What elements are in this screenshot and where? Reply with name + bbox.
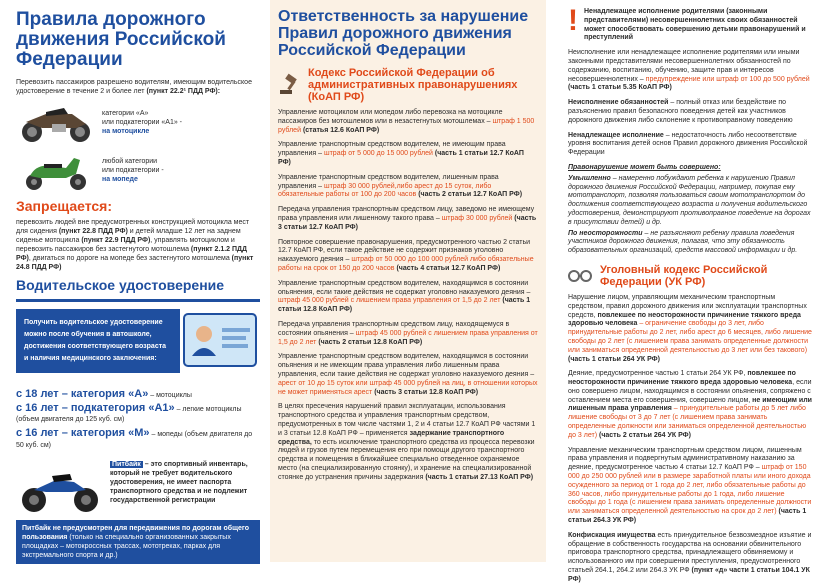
koap-p5: Повторное совершение правонарушения, предусмотренного частью 2 статьи 12.7 КоАП РФ, если такое действие не содержит признаков уголовно наказуемого деяния – штраф от 50 000 до 100 000 рублей либо обязательные работы на срок от 150 до 200 часов (часть 4 статьи 12.7 КоАП РФ): [278, 238, 534, 272]
koap-p7: Передача управления транспортным средством лицу, находящемуся в состоянии опьянения – штраф 45 000 рублей с лишением права управления от 1,5 до 2 лет (часть 2 статьи 12.8 КоАП РФ): [278, 320, 538, 346]
koap-p1: Управление мотоциклом или мопедом либо перевозка на мотоцикле пассажиров без мотошлемов или в незастегнутых мотошлемах – штраф 1 500 рублей (статья 12.6 КоАП РФ): [278, 109, 535, 134]
column-rules: [0, 0, 268, 562]
koap-p4: Передача управления транспортным средством лицу, заведомо не имеющему права управления или лишенному такого права – штраф 30 000 рублей (часть 3 статьи 12.7 КоАП РФ): [278, 206, 537, 231]
column-liability: [270, 0, 546, 562]
moped-text: любой категории или подкатегории - на мопеде: [102, 157, 164, 183]
intro-text: Перевозить пассажиров разрешено водителям, имеющим водительское удостоверение в течение 2 и более лет (пункт 22.2¹ ПДД РФ):: [16, 79, 252, 95]
moped-row: [16, 148, 260, 192]
cat-a1: с 16 лет – подкатегория «А1» – легкие мотоциклы: [16, 402, 242, 414]
parents-p5: По неосторожности – не разъясняют ребенку правила поведения участников дорожного движения, полагая, что эту обязанность образовательных организаций, средств массовой информации и др.: [568, 229, 798, 255]
koap-p2: Управление транспортным средством водителем, не имеющим права управления – штраф от 5 000 до 15 000 рублей (часть 1 статьи 12.7 КоАП РФ): [278, 141, 524, 166]
pitbike-bar: Питбайк не предусмотрен для передвижения по дорогам общего пользования (только на специально организованных закрытых площадках – мотокроссных трассах, мототреках, парках для экстремального спорта и др.): [16, 520, 260, 564]
license-divider: [16, 299, 260, 302]
forbidden-text: перевозить людей вне предусмотренных конструкцией мотоцикла мест для сидения (пункт 22.8 ПДД РФ) и детей младше 12 лет на заднем сиденье мотоцикла (пункт 22.9 ПДД РФ), управлять мотоциклом и перевозить пассажиров без застегнутого мотошлема (пункт 2.1.2 ПДД РФ), двигаться по дороге на мопеде без застегнутого мотошлема (пункт 24.8 ПДД РФ): [16, 219, 254, 271]
cat-a1-sub: (объем двигателя до 125 куб. см): [16, 416, 125, 423]
license-bar: Получить водительское удостоверение можно после обучения в автошколе, достижения соответствующего возраста и наличия медицинского заключения:: [16, 309, 180, 373]
gavel-icon: [278, 74, 300, 96]
parents-p2: Неисполнение обязанностей – полный отказ или бездействие по разъяснению правил безопасного поведения детей как участников дорожного движения либо склонение к противоправному поведению: [568, 99, 793, 124]
pitbike-text: Питбайк – это спортивный инвентарь, который не требует водительского удостоверения, не имеет паспорта транспортного средства и не подлежит государственной регистрации: [110, 461, 248, 504]
koap-p9: В целях пресечения нарушений правил эксплуатации, использования транспортного средства и управления транспортным средством, предусмотренных в том числе частями 1, 2 и 4 статьи 12.7 КоАП РФ частями 1 и 3 статьи 12.8 КоАП РФ – применяется задержание транспортного средства, то есть исключение транспортного средства из процесса перевозки людей и грузов путем перемещения его при помощи другого транспортного средства и помещения в ближайшее специально отведенное охраняемое место (на специализированную стоянку), и хранение на специализированной стоянке до устранения причины задержания (часть 1 статьи 27.13 КоАП РФ): [278, 403, 536, 481]
uk-p6: Нарушение лицом, управляющим механическим транспортным средством, правил дорожного движения или эксплуатации транспортных средств, повлекшее по неосторожности причинение тяжкого вреда здоровью человека – ограничение свободы до 3 лет, либо принудительные работы до 2 лет, либо арест до 6 месяцев, либо лишение свободы до 2 лет (с лишением права занимать определенные должности или заниматься определенной деятельностью до 3 лет или без такового) (часть 1 статьи 264 УК РФ): [568, 293, 812, 363]
exclamation-icon: !: [568, 4, 578, 37]
koap-p6: Управление транспортным средством водителем, находящимся в состоянии опьянения, если такие действия не содержат уголовно наказуемого деяния – штраф 45 000 рублей с лишением права управления от 1,5 до 2 лет (часть 1 статьи 12.8 КоАП РФ): [278, 279, 531, 314]
parents-p4-title: Правонарушение может быть совершено:: [568, 163, 721, 171]
uk-p9: Конфискация имущества есть принудительное безвозмездное изъятие и обращение в собственность государства на основании обвинительного приговора транспортного средства, принадлежащего обвиняемому и использованного им при совершении преступления, предусмотренного статьей 264.1, 264.2 или 264.3 УК РФ (пункт «д» части 1 статьи 104.1 УК РФ): [568, 531, 812, 583]
koap-p3: Управление транспортным средством водителем, лишенным права управления – штраф 30 000 рублей,либо арест до 15 суток, либо обязательные работы от 100 до 200 часов (часть 2 статьи 12.7 КоАП РФ): [278, 173, 523, 199]
cat-a: с 18 лет – категория «А» – мотоциклы: [16, 388, 192, 400]
liability-title: Ответственность за нарушение Правил дорожного движения Российской Федерации: [278, 8, 529, 59]
koap-p8: Управление транспортным средством водителем, находящимся в состоянии опьянения и не имеющим права управления либо лишенным права управления, если такие действия не содержат уголовно наказуемого деяния – арест от 10 до 15 суток или штраф 45 000 рублей на лиц, в отношении которых не может применяться арест (часть 3 статьи 12.8 КоАП РФ): [278, 353, 538, 396]
parents-p3: Ненадлежащее исполнение – недостаточность либо несоответствие уровня воспитания детей основ Правил дорожного движения Российской Федерации: [568, 131, 808, 157]
forbidden-title: Запрещается:: [16, 198, 113, 214]
parents-p4: Умышленно – намеренно побуждают ребенка к нарушению Правил дорожного движения Российской Федерации, например, покупая ему мототранспорт, позволяя пользоваться своим мототранспортом до достижения соответствующего возраста и получения водительского удостоверения, демонстрируют противоправное поведение на дорогах в присутствии детей) и др.: [568, 174, 811, 226]
liability-topbar: [278, 0, 538, 8]
warning-text: Ненадлежащее исполнение родителями (законными представителями) несовершеннолетних своих обязанностей может способствовать совершению детьми правонарушений и преступлений: [584, 8, 806, 42]
license-block: [16, 308, 260, 374]
motorcycle-icon: [16, 100, 96, 144]
parents-p1: Неисполнение или ненадлежащее исполнение родителями или иными законными представителями несовершеннолетних обязанностей по содержанию, воспитанию, обучению, защите прав и интересов несовершеннолетних – предупреждение или штраф от 100 до 500 рублей (часть 1 статьи 5.35 КоАП РФ): [568, 49, 810, 92]
cat-m: с 16 лет – категория «М» – мопеды (объем двигателя до 50 куб. см): [16, 427, 253, 449]
uk-p8: Управление механическим транспортным средством лицом, лишенным права управления и подвергнутым административному наказанию за деяние, предусмотренное частью 4 статьи 12.7 КоАП РФ – штраф от 150 000 до 250 000 рублей или в размере заработной платы или иного дохода осужденного за период от 1 года до 2 лет, либо обязательные работы до 360 часов, либо принудительные работы до 1 года, либо лишение свободы до 1 года (с лишением права занимать определенные должности или заниматься определенной деятельностью на срок до 2 лет) (часть 1 статьи 264.3 УК РФ): [568, 446, 812, 525]
pitbike-block: [16, 460, 260, 516]
warning-block: [568, 6, 812, 43]
license-title: Водительское удостоверение: [16, 277, 225, 293]
motorcycle-text: категории «А» или подкатегории «А1» - на мотоцикле: [102, 109, 183, 135]
rules-title: Правила дорожного движения Российской Федерации: [16, 9, 226, 70]
uk-heading: Уголовный кодекс Российской Федерации (УК РФ): [568, 264, 812, 288]
handcuffs-icon: [568, 267, 592, 285]
pitbike-icon: [16, 460, 106, 516]
motorcycle-row: [16, 100, 260, 144]
uk-p7: Деяние, предусмотренное частью 1 статьи 264 УК РФ, повлекшее по неосторожности причинение тяжкого вреда здоровью человека, если оно совершено лицом, находящимся в состоянии опьянения, сопряжено с оставлением места его совершения, совершено лицом, не имеющим или лишенным права управления – принудительные работы до 5 лет либо лишение свободы от 3 до 7 лет (с лишением права занимать определенные должности или заниматься определенной деятельностью до 3 лет) (часть 2 статьи 264 УК РФ): [568, 370, 812, 439]
license-card-icon: [180, 308, 260, 374]
koap-heading: Кодекс Российской Федерации об административных правонарушениях (КоАП РФ): [278, 67, 538, 103]
column-parents: [552, 0, 824, 583]
moped-icon: [16, 148, 96, 192]
